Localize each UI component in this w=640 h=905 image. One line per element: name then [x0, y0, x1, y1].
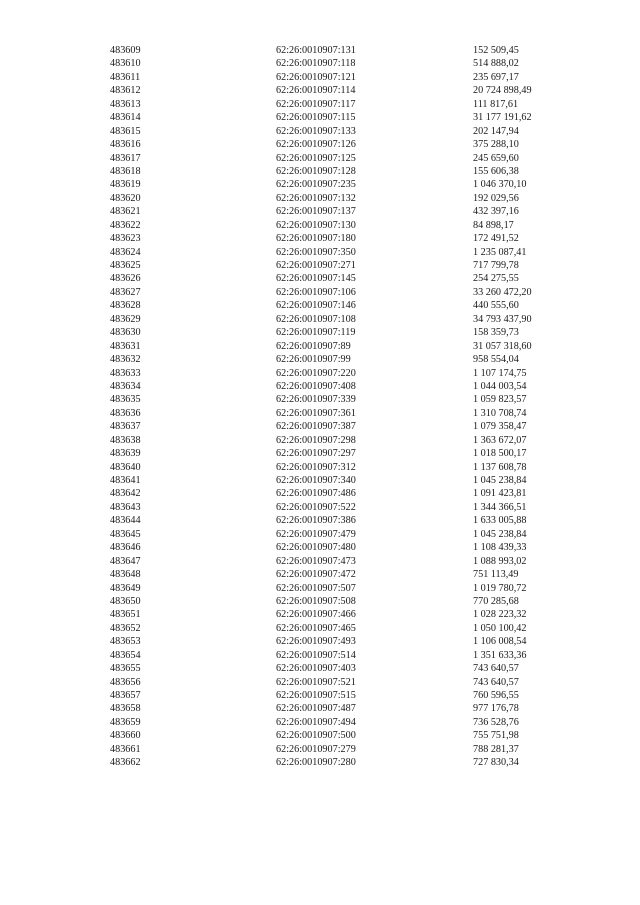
- row-number: 483633: [110, 367, 141, 379]
- cadastral-value: 717 799,78: [473, 260, 519, 271]
- row-number: 483620: [110, 192, 141, 204]
- cadastral-value: 155 606,38: [473, 165, 519, 177]
- row-number: 483630: [110, 327, 141, 339]
- table-row: [0, 259, 640, 272]
- cadastral-number: 62:26:0010907:89: [276, 340, 351, 352]
- cadastral-value: 1 046 370,10: [473, 179, 527, 191]
- cadastral-number: 62:26:0010907:387: [276, 421, 356, 433]
- cadastral-number: 62:26:0010907:340: [276, 475, 356, 486]
- row-number: 483643: [110, 501, 141, 513]
- table-row: [0, 702, 640, 715]
- table-row: [0, 340, 640, 353]
- row-number: 483640: [110, 461, 141, 473]
- table-row: [0, 246, 640, 259]
- cadastral-number: 62:26:0010907:279: [276, 743, 356, 755]
- cadastral-value: 1 045 238,84: [473, 475, 527, 486]
- table-row: [0, 353, 640, 366]
- cadastral-value: 977 176,78: [473, 703, 519, 715]
- cadastral-number: 62:26:0010907:473: [276, 555, 356, 567]
- table-row: [0, 474, 640, 487]
- row-number: 483635: [110, 394, 141, 406]
- row-number: 483645: [110, 528, 141, 540]
- cadastral-value: 514 888,02: [473, 58, 519, 70]
- cadastral-value: 152 509,45: [473, 45, 519, 56]
- cadastral-number: 62:26:0010907:466: [276, 609, 356, 621]
- cadastral-number: 62:26:0010907:403: [276, 663, 356, 675]
- cadastral-value: 770 285,68: [473, 595, 519, 607]
- cadastral-number: 62:26:0010907:350: [276, 246, 356, 258]
- cadastral-number: 62:26:0010907:508: [276, 595, 356, 607]
- cadastral-value: 432 397,16: [473, 206, 519, 218]
- cadastral-number: 62:26:0010907:130: [276, 219, 356, 231]
- cadastral-number: 62:26:0010907:99: [276, 354, 351, 366]
- cadastral-number: 62:26:0010907:480: [276, 542, 356, 554]
- table-row: [0, 380, 640, 393]
- row-number: 483625: [110, 260, 141, 271]
- table-row: [0, 568, 640, 581]
- table-row: [0, 98, 640, 111]
- row-number: 483615: [110, 125, 141, 137]
- table-row: [0, 178, 640, 191]
- cadastral-number: 62:26:0010907:408: [276, 380, 356, 392]
- row-number: 483661: [110, 743, 141, 755]
- cadastral-value: 1 028 223,32: [473, 609, 527, 621]
- table-row: [0, 232, 640, 245]
- table-row: [0, 528, 640, 541]
- cadastral-number: 62:26:0010907:493: [276, 636, 356, 648]
- table-row: [0, 313, 640, 326]
- cadastral-number: 62:26:0010907:386: [276, 515, 356, 527]
- table-row: [0, 447, 640, 460]
- cadastral-number: 62:26:0010907:500: [276, 730, 356, 742]
- cadastral-number: 62:26:0010907:117: [276, 98, 356, 110]
- cadastral-number: 62:26:0010907:515: [276, 690, 356, 701]
- cadastral-value: 1 310 708,74: [473, 407, 527, 419]
- cadastral-value: 1 137 608,78: [473, 461, 527, 473]
- cadastral-number: 62:26:0010907:507: [276, 582, 356, 594]
- cadastral-value: 958 554,04: [473, 354, 519, 366]
- table-row: [0, 138, 640, 151]
- cadastral-number: 62:26:0010907:298: [276, 434, 356, 446]
- row-number: 483611: [110, 71, 141, 83]
- cadastral-value: 1 079 358,47: [473, 421, 527, 433]
- row-number: 483634: [110, 380, 141, 392]
- cadastral-value: 751 113,49: [473, 569, 519, 581]
- row-number: 483614: [110, 112, 141, 124]
- table-row: [0, 541, 640, 554]
- cadastral-number: 62:26:0010907:180: [276, 233, 356, 245]
- cadastral-number: 62:26:0010907:486: [276, 488, 356, 500]
- cadastral-value: 235 697,17: [473, 71, 519, 83]
- table-row: [0, 367, 640, 380]
- cadastral-number: 62:26:0010907:137: [276, 206, 356, 218]
- cadastral-value: 1 044 003,54: [473, 380, 527, 392]
- data-table: [0, 44, 640, 770]
- row-number: 483613: [110, 98, 141, 110]
- cadastral-value: 1 050 100,42: [473, 622, 527, 634]
- table-row: [0, 192, 640, 205]
- row-number: 483660: [110, 730, 141, 742]
- row-number: 483649: [110, 582, 141, 594]
- table-row: [0, 622, 640, 635]
- row-number: 483647: [110, 555, 141, 567]
- cadastral-number: 62:26:0010907:133: [276, 125, 356, 137]
- table-row: [0, 514, 640, 527]
- table-row: [0, 111, 640, 124]
- table-row: [0, 125, 640, 138]
- cadastral-number: 62:26:0010907:339: [276, 394, 356, 406]
- table-row: [0, 205, 640, 218]
- row-number: 483629: [110, 313, 141, 325]
- table-row: [0, 649, 640, 662]
- cadastral-value: 172 491,52: [473, 233, 519, 245]
- row-number: 483646: [110, 542, 141, 554]
- cadastral-value: 20 724 898,49: [473, 85, 532, 97]
- row-number: 483632: [110, 354, 141, 366]
- row-number: 483610: [110, 58, 141, 70]
- table-row: [0, 595, 640, 608]
- cadastral-number: 62:26:0010907:361: [276, 407, 356, 419]
- cadastral-number: 62:26:0010907:128: [276, 165, 356, 177]
- row-number: 483642: [110, 488, 141, 500]
- cadastral-value: 1 363 672,07: [473, 434, 527, 446]
- table-row: [0, 555, 640, 568]
- cadastral-value: 84 898,17: [473, 219, 514, 231]
- cadastral-value: 158 359,73: [473, 327, 519, 339]
- table-row: [0, 84, 640, 97]
- table-row: [0, 57, 640, 70]
- table-row: [0, 608, 640, 621]
- table-row: [0, 582, 640, 595]
- row-number: 483662: [110, 757, 141, 769]
- cadastral-number: 62:26:0010907:494: [276, 716, 356, 728]
- table-row: [0, 662, 640, 675]
- cadastral-value: 1 107 174,75: [473, 367, 527, 379]
- table-row: [0, 756, 640, 769]
- cadastral-value: 1 108 439,33: [473, 542, 527, 554]
- cadastral-value: 440 555,60: [473, 300, 519, 312]
- cadastral-value: 1 235 087,41: [473, 246, 527, 258]
- cadastral-value: 760 596,55: [473, 690, 519, 701]
- cadastral-value: 33 260 472,20: [473, 286, 532, 298]
- cadastral-value: 375 288,10: [473, 139, 519, 151]
- cadastral-number: 62:26:0010907:119: [276, 327, 356, 339]
- table-row: [0, 326, 640, 339]
- row-number: 483628: [110, 300, 141, 312]
- row-number: 483656: [110, 676, 141, 688]
- cadastral-value: 111 817,61: [473, 98, 519, 110]
- row-number: 483623: [110, 233, 141, 245]
- cadastral-value: 245 659,60: [473, 152, 519, 164]
- table-row: [0, 152, 640, 165]
- cadastral-number: 62:26:0010907:126: [276, 139, 356, 151]
- table-row: [0, 716, 640, 729]
- cadastral-number: 62:26:0010907:280: [276, 757, 356, 769]
- row-number: 483618: [110, 165, 141, 177]
- cadastral-number: 62:26:0010907:235: [276, 179, 356, 191]
- cadastral-number: 62:26:0010907:114: [276, 85, 356, 97]
- table-row: [0, 487, 640, 500]
- table-row: [0, 676, 640, 689]
- row-number: 483622: [110, 219, 141, 231]
- row-number: 483616: [110, 139, 141, 151]
- cadastral-number: 62:26:0010907:479: [276, 528, 356, 540]
- cadastral-value: 1 018 500,17: [473, 448, 527, 460]
- cadastral-value: 727 830,34: [473, 757, 519, 769]
- cadastral-value: 254 275,55: [473, 273, 519, 285]
- row-number: 483619: [110, 179, 141, 191]
- cadastral-number: 62:26:0010907:115: [276, 112, 356, 124]
- cadastral-number: 62:26:0010907:108: [276, 313, 356, 325]
- cadastral-value: 1 045 238,84: [473, 528, 527, 540]
- cadastral-value: 1 019 780,72: [473, 582, 527, 594]
- cadastral-value: 755 751,98: [473, 730, 519, 742]
- cadastral-number: 62:26:0010907:465: [276, 622, 356, 634]
- cadastral-number: 62:26:0010907:118: [276, 58, 356, 70]
- row-number: 483650: [110, 595, 141, 607]
- cadastral-number: 62:26:0010907:132: [276, 192, 356, 204]
- row-number: 483637: [110, 421, 141, 433]
- cadastral-value: 1 344 366,51: [473, 501, 527, 513]
- row-number: 483627: [110, 286, 141, 298]
- table-row: [0, 393, 640, 406]
- cadastral-value: 192 029,56: [473, 192, 519, 204]
- cadastral-value: 736 528,76: [473, 716, 519, 728]
- cadastral-number: 62:26:0010907:121: [276, 71, 356, 83]
- cadastral-number: 62:26:0010907:145: [276, 273, 356, 285]
- row-number: 483631: [110, 340, 141, 352]
- cadastral-number: 62:26:0010907:487: [276, 703, 356, 715]
- row-number: 483612: [110, 85, 141, 97]
- table-row: [0, 71, 640, 84]
- cadastral-number: 62:26:0010907:521: [276, 676, 356, 688]
- table-row: [0, 689, 640, 702]
- cadastral-value: 1 091 423,81: [473, 488, 527, 500]
- row-number: 483654: [110, 649, 141, 661]
- row-number: 483639: [110, 448, 141, 460]
- cadastral-number: 62:26:0010907:125: [276, 152, 356, 164]
- table-row: [0, 434, 640, 447]
- cadastral-number: 62:26:0010907:131: [276, 45, 356, 56]
- row-number: 483652: [110, 622, 141, 634]
- table-row: [0, 272, 640, 285]
- row-number: 483657: [110, 690, 141, 701]
- table-row: [0, 165, 640, 178]
- cadastral-value: 1 106 008,54: [473, 636, 527, 648]
- table-row: [0, 286, 640, 299]
- cadastral-number: 62:26:0010907:312: [276, 461, 356, 473]
- cadastral-number: 62:26:0010907:106: [276, 286, 356, 298]
- cadastral-value: 1 633 005,88: [473, 515, 527, 527]
- row-number: 483641: [110, 475, 141, 486]
- table-row: [0, 635, 640, 648]
- row-number: 483644: [110, 515, 141, 527]
- cadastral-value: 743 640,57: [473, 676, 519, 688]
- cadastral-number: 62:26:0010907:472: [276, 569, 356, 581]
- cadastral-value: 31 057 318,60: [473, 340, 532, 352]
- table-row: [0, 743, 640, 756]
- row-number: 483609: [110, 45, 141, 56]
- row-number: 483655: [110, 663, 141, 675]
- table-row: [0, 299, 640, 312]
- table-row: [0, 729, 640, 742]
- cadastral-value: 743 640,57: [473, 663, 519, 675]
- cadastral-value: 202 147,94: [473, 125, 519, 137]
- row-number: 483624: [110, 246, 141, 258]
- cadastral-number: 62:26:0010907:146: [276, 300, 356, 312]
- cadastral-number: 62:26:0010907:297: [276, 448, 356, 460]
- row-number: 483621: [110, 206, 141, 218]
- row-number: 483651: [110, 609, 141, 621]
- table-row: [0, 219, 640, 232]
- table-row: [0, 461, 640, 474]
- cadastral-value: 1 351 633,36: [473, 649, 527, 661]
- row-number: 483653: [110, 636, 141, 648]
- row-number: 483658: [110, 703, 141, 715]
- cadastral-number: 62:26:0010907:271: [276, 260, 356, 271]
- table-row: [0, 501, 640, 514]
- cadastral-number: 62:26:0010907:220: [276, 367, 356, 379]
- row-number: 483636: [110, 407, 141, 419]
- row-number: 483617: [110, 152, 141, 164]
- cadastral-number: 62:26:0010907:522: [276, 501, 356, 513]
- table-row: [0, 420, 640, 433]
- cadastral-value: 788 281,37: [473, 743, 519, 755]
- row-number: 483659: [110, 716, 141, 728]
- cadastral-value: 34 793 437,90: [473, 313, 532, 325]
- table-row: [0, 407, 640, 420]
- cadastral-number: 62:26:0010907:514: [276, 649, 356, 661]
- row-number: 483626: [110, 273, 141, 285]
- cadastral-value: 1 088 993,02: [473, 555, 527, 567]
- table-row: [0, 44, 640, 57]
- row-number: 483638: [110, 434, 141, 446]
- cadastral-value: 31 177 191,62: [473, 112, 532, 124]
- cadastral-value: 1 059 823,57: [473, 394, 527, 406]
- row-number: 483648: [110, 569, 141, 581]
